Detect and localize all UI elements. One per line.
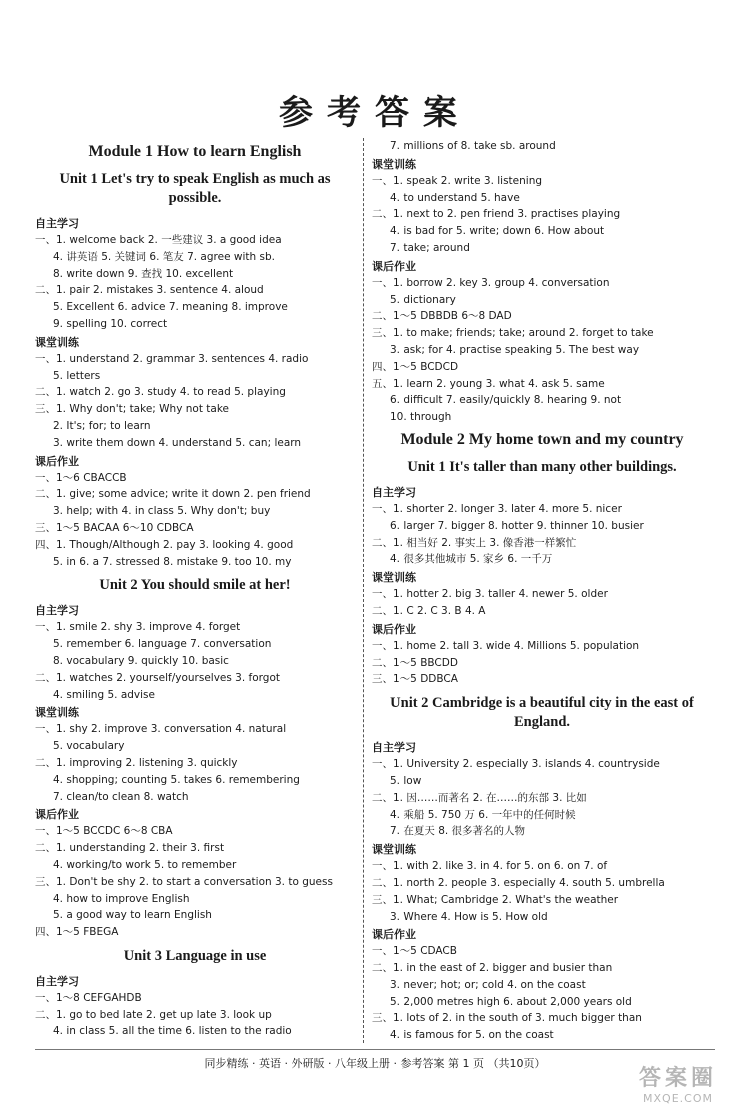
answer-line: 9. spelling 10. correct xyxy=(53,317,168,330)
answer-line: 4. is famous for 5. on the coast xyxy=(390,1029,554,1042)
section-heading: 课堂训练 xyxy=(372,157,416,171)
answer-line: 二、1～5 DBBDB 6～8 DAD xyxy=(372,310,512,323)
answer-line: 3. help; with 4. in class 5. Why don't; buy xyxy=(53,505,271,518)
answer-line: 三、1. lots of 2. in the south of 3. much bigger than xyxy=(372,1012,642,1025)
left-column xyxy=(35,138,355,1040)
answer-line: 6. larger 7. bigger 8. hotter 9. thinner 10. busier xyxy=(390,519,644,532)
answer-line: 一、1～6 CBACCB xyxy=(35,471,127,484)
answer-line: 4. working/to work 5. to remember xyxy=(53,858,237,871)
answer-line: 5. a good way to learn English xyxy=(53,909,212,922)
answer-line: 一、1. understand 2. grammar 3. sentences 4. radio xyxy=(35,352,309,365)
answer-line: 6. difficult 7. easily/quickly 8. hearing 9. not xyxy=(390,394,622,407)
answer-line: 四、1～5 FBEGA xyxy=(35,926,119,939)
footer-rule xyxy=(35,1049,715,1050)
answer-line: 4. 很多其他城市 5. 家乡 6. 一千万 xyxy=(390,553,553,566)
answer-line: 四、1. Though/Although 2. pay 3. looking 4. good xyxy=(35,538,294,551)
page-title: 参考答案 xyxy=(279,93,471,133)
answer-line: 五、1. learn 2. young 3. what 4. ask 5. same xyxy=(372,377,605,390)
section-heading: 课堂训练 xyxy=(372,571,416,585)
answer-line: 二、1. C 2. C 3. B 4. A xyxy=(372,604,486,617)
answer-line: 二、1. go to bed late 2. get up late 3. look up xyxy=(35,1008,272,1021)
answer-line: 4. shopping; counting 5. takes 6. remembering xyxy=(53,773,300,786)
answer-line: 三、1. What; Cambridge 2. What's the weather xyxy=(372,893,619,906)
answer-line: 2. It's; for; to learn xyxy=(53,419,151,432)
answer-line: 三、1～5 BACAA 6～10 CDBCA xyxy=(35,521,194,534)
section-heading: 自主学习 xyxy=(35,217,79,230)
answer-line: 4. 乘船 5. 750 万 6. 一年中的任何时候 xyxy=(390,808,576,821)
answer-line: 4. smiling 5. advise xyxy=(53,688,155,701)
section-heading: 课堂训练 xyxy=(35,335,79,349)
answer-line: 5. remember 6. language 7. conversation xyxy=(53,638,272,651)
page-footer: 同步精练 · 英语 · 外研版 · 八年级上册 · 参考答案 第 1 页 （共10页） xyxy=(204,1057,546,1070)
answer-line: 一、1～5 CDACB xyxy=(372,945,457,958)
answer-line: 一、1. shy 2. improve 3. conversation 4. natural xyxy=(35,723,287,736)
answer-line: 7. clean/to clean 8. watch xyxy=(53,790,189,803)
answer-line: 一、1. University 2. especially 3. islands 4. countryside xyxy=(372,758,660,771)
answer-line: 3. write them down 4. understand 5. can; learn xyxy=(53,436,302,449)
section-heading: 自主学习 xyxy=(35,604,79,618)
answer-line: 一、1. hotter 2. big 3. taller 4. newer 5. older xyxy=(372,588,608,601)
unit-heading: Unit 1 Let's try to speak English as much as possible. xyxy=(59,171,331,206)
section-heading: 课后作业 xyxy=(372,928,416,942)
answer-line: 二、1. watches 2. yourself/yourselves 3. forgot xyxy=(35,671,280,684)
answer-line: 3. never; hot; or; cold 4. on the coast xyxy=(390,978,586,991)
module-heading: Module 2 My home town and my country xyxy=(400,430,684,448)
answer-line: 二、1. next to 2. pen friend 3. practises playing xyxy=(372,208,621,221)
answer-line: 5. low xyxy=(390,774,422,787)
answer-line: 一、1～5 BCCDC 6～8 CBA xyxy=(35,825,173,838)
column-divider xyxy=(363,138,364,1043)
answer-line: 四、1～5 BCDCD xyxy=(372,360,459,373)
answer-line: 二、1. 相当好 2. 事实上 3. 像香港一样繁忙 xyxy=(372,536,577,549)
right-column xyxy=(372,138,712,1044)
answer-line: 5. 2,000 metres high 6. about 2,000 years old xyxy=(390,995,632,1008)
answer-line: 3. Where 4. How is 5. How old xyxy=(390,910,548,923)
answer-line: 二、1. in the east of 2. bigger and busier than xyxy=(372,962,613,975)
answer-line: 二、1. improving 2. listening 3. quickly xyxy=(35,756,238,769)
answer-line: 5. letters xyxy=(53,369,101,382)
answer-line: 一、1. home 2. tall 3. wide 4. Millions 5. population xyxy=(372,639,640,652)
answer-line: 10. through xyxy=(390,411,452,424)
answer-line: 4. in class 5. all the time 6. listen to the radio xyxy=(53,1025,292,1038)
answer-line: 8. vocabulary 9. quickly 10. basic xyxy=(53,654,229,667)
section-heading: 课堂训练 xyxy=(372,843,416,857)
watermark-logo xyxy=(610,1066,746,1108)
watermark-url: MXQE.COM xyxy=(643,1092,713,1105)
answer-line: 3. ask; for 4. practise speaking 5. The best way xyxy=(390,343,640,356)
section-heading: 课后作业 xyxy=(35,454,79,468)
module-heading: Module 1 How to learn English xyxy=(88,143,302,160)
answer-line: 4. how to improve English xyxy=(53,892,190,905)
section-heading: 课堂训练 xyxy=(35,706,79,720)
answer-line: 5. in 6. a 7. stressed 8. mistake 9. too 10. my xyxy=(53,555,292,568)
unit-heading: Unit 2 You should smile at her! xyxy=(99,577,291,594)
section-heading: 自主学习 xyxy=(372,485,416,499)
answer-line: 二、1～5 BBCDD xyxy=(372,656,458,669)
answer-line: 5. dictionary xyxy=(390,293,456,306)
answer-line: 三、1. to make; friends; take; around 2. forget to take xyxy=(372,327,654,340)
section-heading: 课后作业 xyxy=(35,808,79,822)
answer-line: 4. is bad for 5. write; down 6. How about xyxy=(390,225,605,238)
unit-heading: Unit 3 Language in use xyxy=(123,947,267,964)
answer-line: 8. write down 9. 查找 10. excellent xyxy=(53,267,234,280)
unit-heading: Unit 1 It's taller than many other buildings. xyxy=(407,458,677,475)
answer-line: 7. take; around xyxy=(390,241,470,254)
answer-line: 一、1. welcome back 2. 一些建议 3. a good idea xyxy=(35,234,282,246)
answer-line: 一、1. speak 2. write 3. listening xyxy=(372,174,543,187)
answer-line: 三、1～5 DDBCA xyxy=(372,673,458,686)
answer-line: 7. 在夏天 8. 很多著名的人物 xyxy=(390,825,526,838)
answer-line: 一、1. smile 2. shy 3. improve 4. forget xyxy=(35,621,241,634)
answer-line: 二、1. north 2. people 3. especially 4. south 5. umbrella xyxy=(372,876,665,889)
answer-line: 4. to understand 5. have xyxy=(390,191,520,204)
answer-line: 二、1. understanding 2. their 3. first xyxy=(35,842,225,855)
answer-line: 一、1. with 2. like 3. in 4. for 5. on 6. on 7. of xyxy=(372,860,608,873)
answer-line: 二、1. pair 2. mistakes 3. sentence 4. aloud xyxy=(35,284,264,297)
section-heading: 自主学习 xyxy=(372,741,416,755)
watermark-text: 答案圈 xyxy=(638,1066,717,1091)
answer-line: 一、1～8 CEFGAHDB xyxy=(35,991,142,1004)
answer-line: 7. millions of 8. take sb. around xyxy=(390,140,556,152)
answer-line: 二、1. 因……而著名 2. 在……的东部 3. 比如 xyxy=(372,791,587,804)
answer-line: 一、1. shorter 2. longer 3. later 4. more 5. nicer xyxy=(372,502,622,515)
answer-line: 二、1. give; some advice; write it down 2. pen friend xyxy=(35,488,311,501)
answer-line: 一、1. borrow 2. key 3. group 4. conversation xyxy=(372,276,610,289)
answer-line: 5. vocabulary xyxy=(53,740,125,753)
unit-heading: Unit 2 Cambridge is a beautiful city in the east of England. xyxy=(390,695,694,731)
answer-line: 4. 讲英语 5. 关键词 6. 笔友 7. agree with sb. xyxy=(53,250,275,263)
answer-line: 三、1. Why don't; take; Why not take xyxy=(35,403,229,416)
answer-line: 5. Excellent 6. advice 7. meaning 8. improve xyxy=(53,301,288,314)
answer-line: 二、1. watch 2. go 3. study 4. to read 5. playing xyxy=(35,386,286,399)
section-heading: 课后作业 xyxy=(372,259,416,273)
section-heading: 课后作业 xyxy=(372,622,416,636)
answer-line: 三、1. Don't be shy 2. to start a conversation 3. to guess xyxy=(35,875,333,888)
section-heading: 自主学习 xyxy=(35,974,79,988)
